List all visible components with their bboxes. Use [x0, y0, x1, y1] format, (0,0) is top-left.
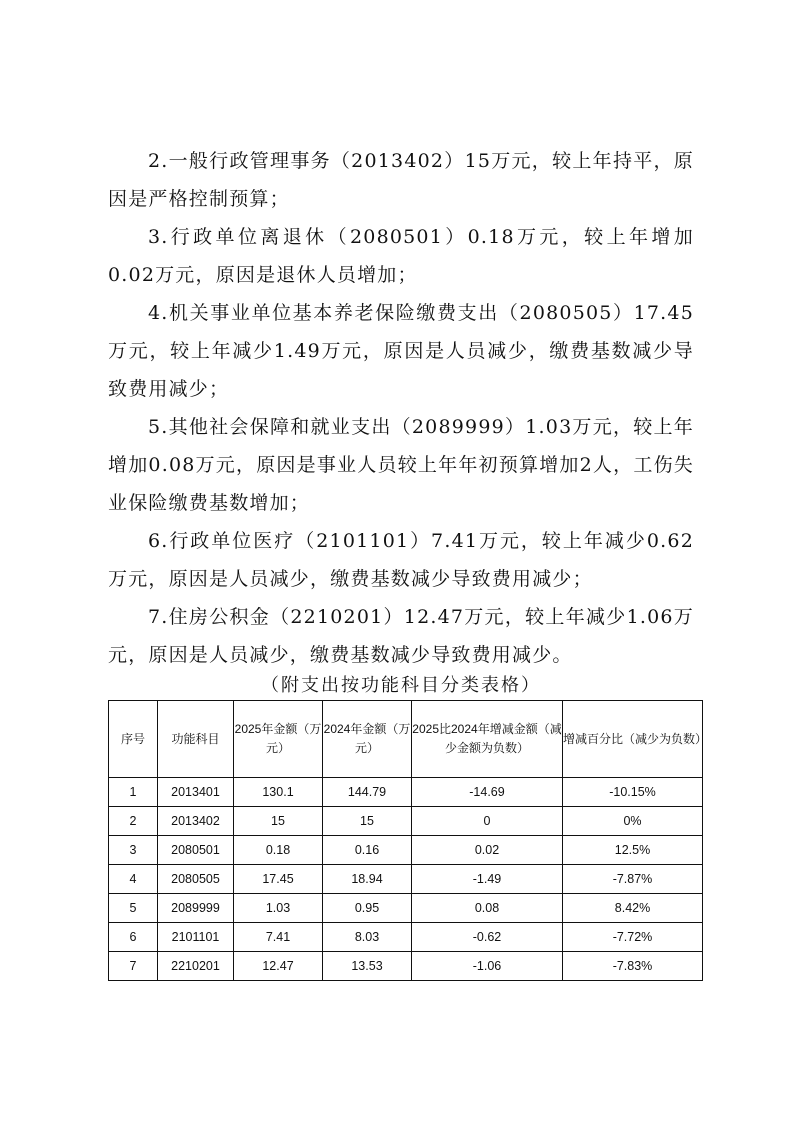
cell-2025: 0.18: [234, 836, 323, 865]
table-header-row: [109, 701, 703, 778]
expenditure-table: [108, 700, 708, 981]
cell-subject: 2013401: [158, 778, 234, 807]
paragraph-item-7: 7.住房公积金（2210201）12.47万元，较上年减少1.06万元，原因是人员减少，缴费基数减少导致费用减少。: [108, 606, 694, 666]
table-row: [109, 807, 703, 836]
cell-change: -1.06: [412, 952, 563, 981]
cell-subject: 2101101: [158, 923, 234, 952]
table-row: [109, 952, 703, 981]
cell-2025: 130.1: [234, 778, 323, 807]
cell-index: 1: [109, 778, 158, 807]
cell-2024: 13.53: [323, 952, 412, 981]
cell-2025: 1.03: [234, 894, 323, 923]
cell-percent: -10.15%: [563, 778, 703, 807]
cell-change: -14.69: [412, 778, 563, 807]
table-row: [109, 894, 703, 923]
cell-2024: 15: [323, 807, 412, 836]
cell-change: 0.08: [412, 894, 563, 923]
header-change-percent: 增减百分比（减少为负数）: [563, 701, 703, 778]
cell-index: 3: [109, 836, 158, 865]
table-row: [109, 836, 703, 865]
table-caption: （附支出按功能科目分类表格）: [261, 675, 541, 696]
paragraph-item-6: 6.行政单位医疗（2101101）7.41万元，较上年减少0.62万元，原因是人员减少，缴费基数减少导致费用减少；: [108, 530, 694, 590]
cell-change: -0.62: [412, 923, 563, 952]
cell-2024: 8.03: [323, 923, 412, 952]
cell-percent: -7.72%: [563, 923, 703, 952]
cell-percent: 12.5%: [563, 836, 703, 865]
cell-percent: 0%: [563, 807, 703, 836]
cell-index: 4: [109, 865, 158, 894]
cell-subject: 2013402: [158, 807, 234, 836]
table-row: [109, 923, 703, 952]
paragraph-item-5: 5.其他社会保障和就业支出（2089999）1.03万元，较上年增加0.08万元，原因是事业人员较上年年初预算增加2人，工伤失业保险缴费基数增加；: [108, 416, 694, 514]
cell-2024: 0.95: [323, 894, 412, 923]
cell-change: 0.02: [412, 836, 563, 865]
cell-subject: 2210201: [158, 952, 234, 981]
cell-percent: -7.87%: [563, 865, 703, 894]
cell-index: 6: [109, 923, 158, 952]
header-2024-amount: 2024年金额（万元）: [323, 701, 412, 778]
cell-change: 0: [412, 807, 563, 836]
header-2025-amount: 2025年金额（万元）: [234, 701, 323, 778]
cell-2025: 17.45: [234, 865, 323, 894]
cell-2025: 12.47: [234, 952, 323, 981]
cell-subject: 2080501: [158, 836, 234, 865]
header-subject: 功能科目: [158, 701, 234, 778]
cell-percent: 8.42%: [563, 894, 703, 923]
cell-percent: -7.83%: [563, 952, 703, 981]
cell-index: 5: [109, 894, 158, 923]
cell-index: 7: [109, 952, 158, 981]
paragraph-item-3: 3.行政单位离退休（2080501）0.18万元，较上年增加0.02万元，原因是退休人员增加；: [108, 226, 694, 286]
cell-2024: 18.94: [323, 865, 412, 894]
table-row: [109, 865, 703, 894]
cell-index: 2: [109, 807, 158, 836]
cell-subject: 2089999: [158, 894, 234, 923]
cell-2025: 7.41: [234, 923, 323, 952]
header-change-amount: 2025比2024年增减金额（减少金额为负数）: [412, 701, 563, 778]
cell-2025: 15: [234, 807, 323, 836]
header-index: 序号: [109, 701, 158, 778]
paragraph-item-2: 2.一般行政管理事务（2013402）15万元，较上年持平，原因是严格控制预算；: [108, 150, 694, 210]
cell-2024: 144.79: [323, 778, 412, 807]
cell-change: -1.49: [412, 865, 563, 894]
cell-subject: 2080505: [158, 865, 234, 894]
paragraph-item-4: 4.机关事业单位基本养老保险缴费支出（2080505）17.45万元，较上年减少1.49万元，原因是人员减少，缴费基数减少导致费用减少；: [108, 302, 694, 400]
cell-2024: 0.16: [323, 836, 412, 865]
table-row: [109, 778, 703, 807]
